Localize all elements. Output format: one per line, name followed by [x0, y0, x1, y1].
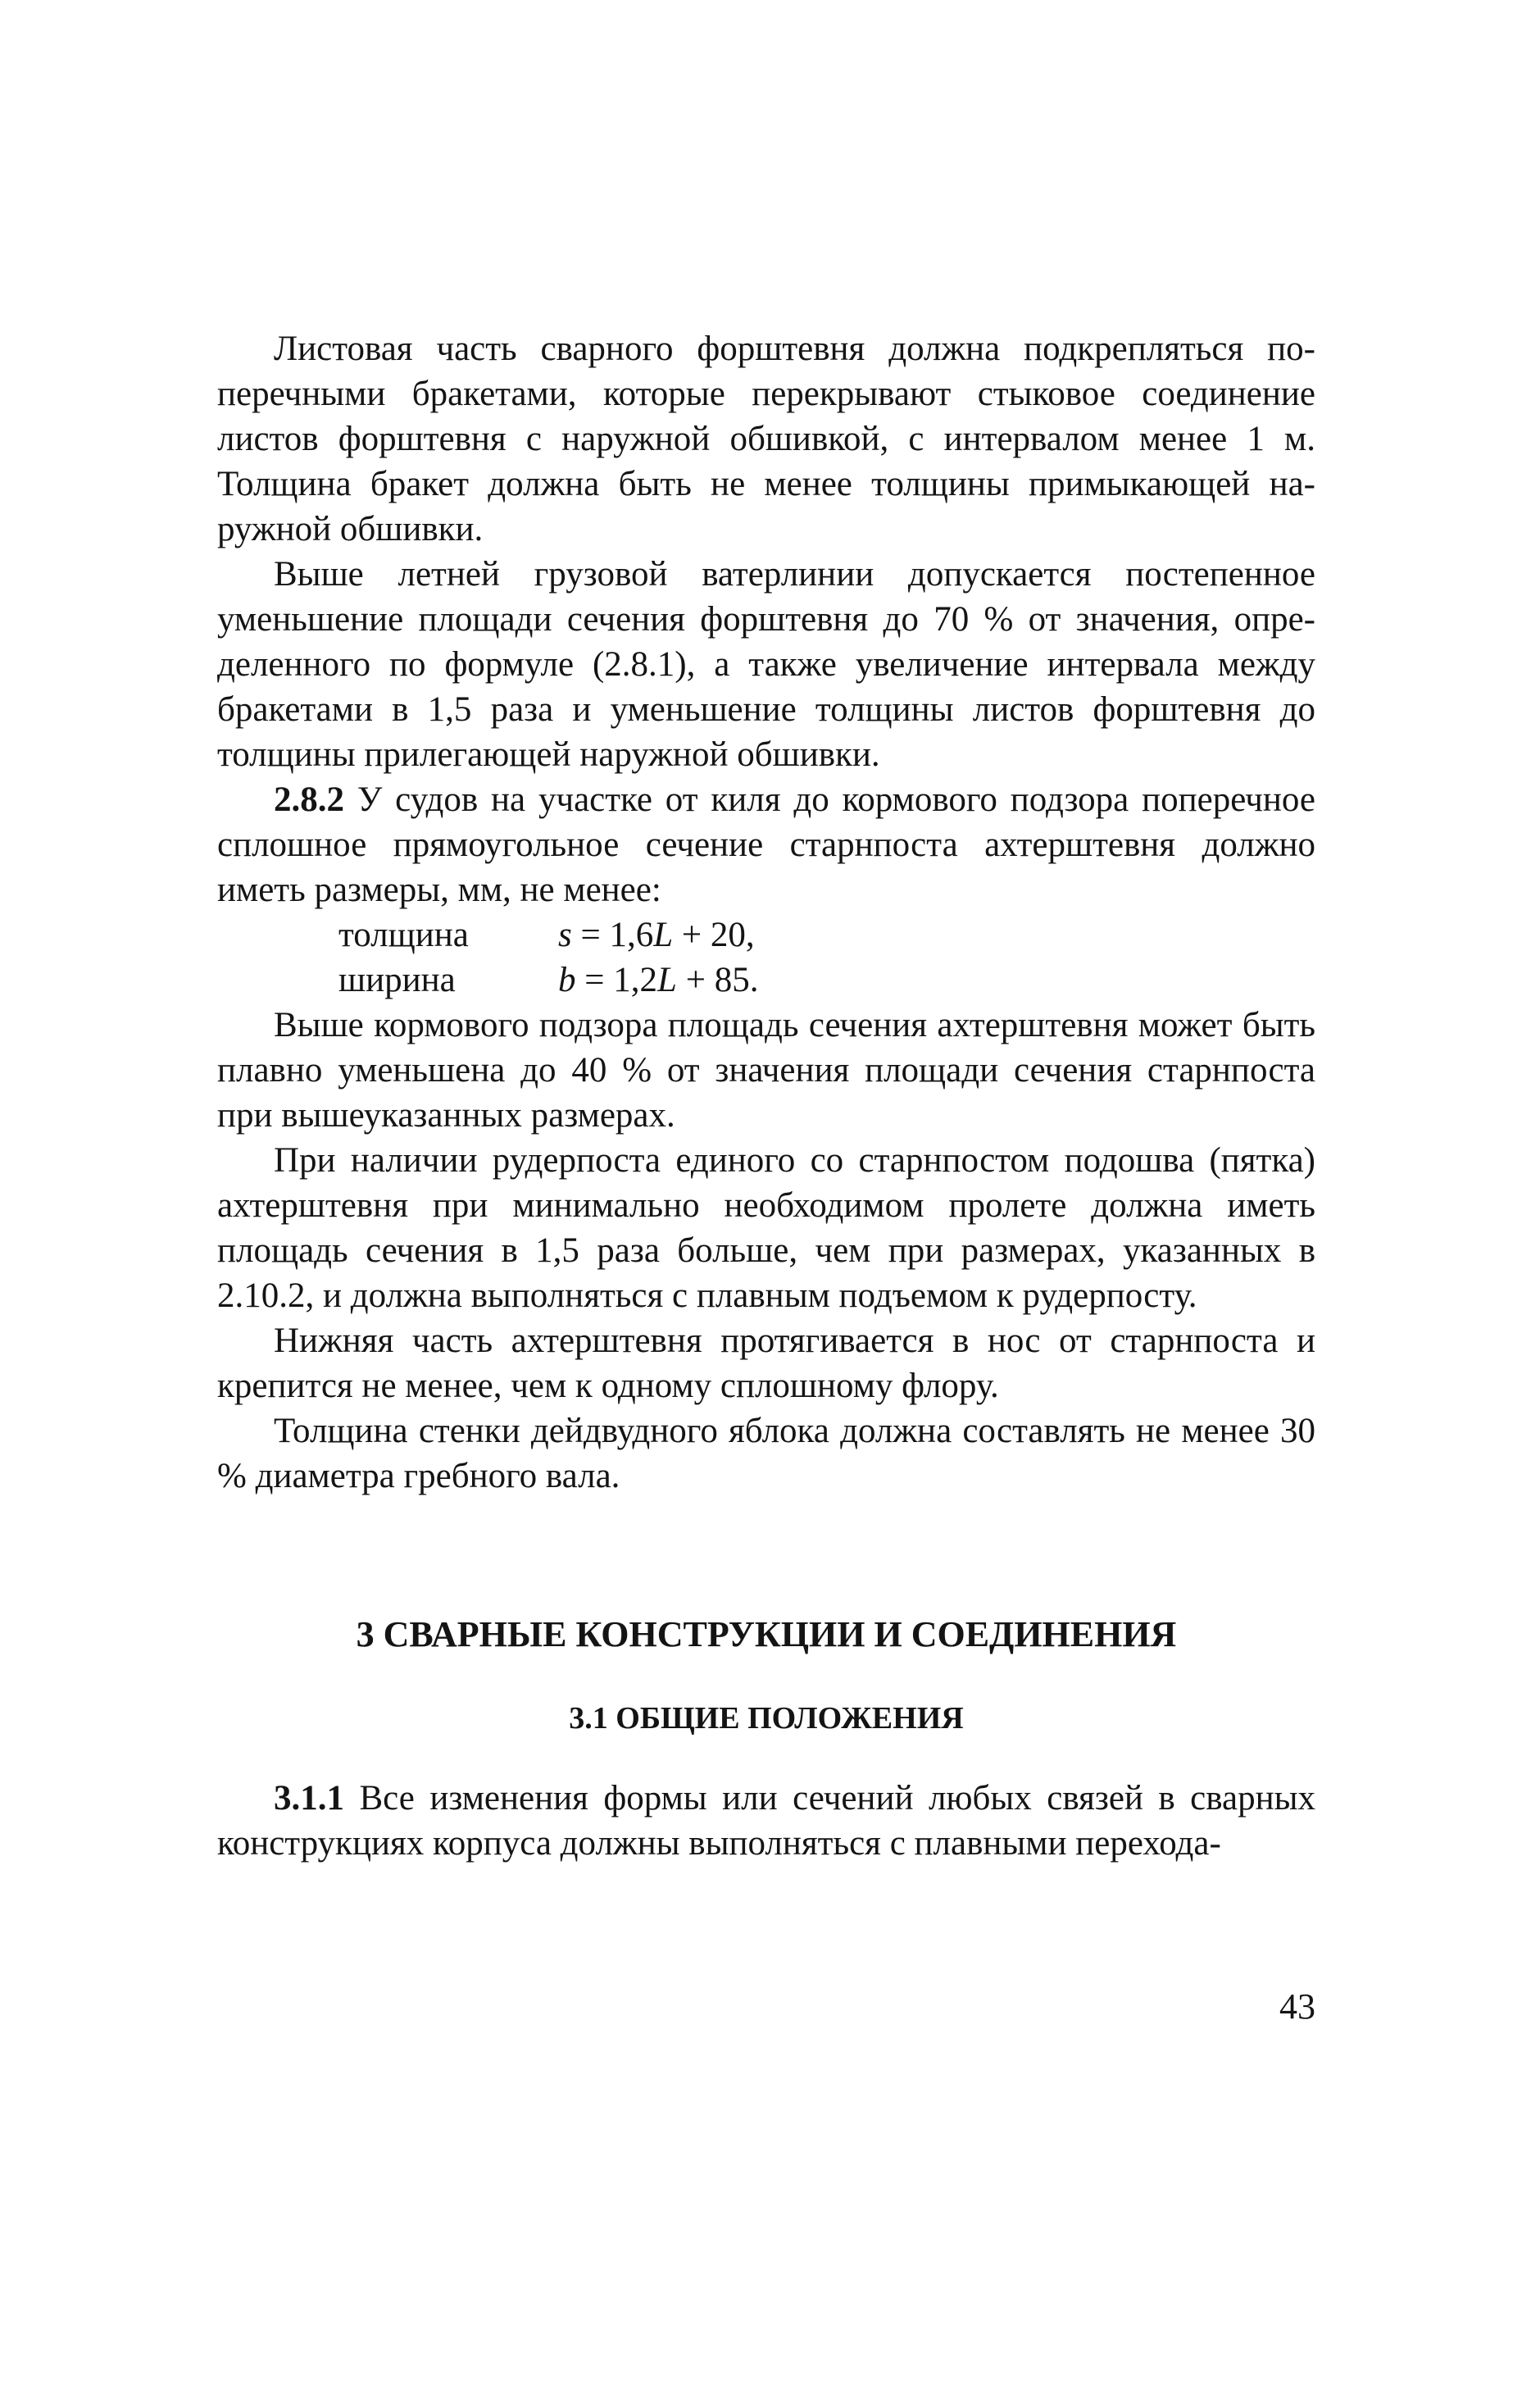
formula-label: толщина — [338, 916, 469, 954]
paragraph-3-1-1 — [217, 1776, 1315, 1866]
formula-width — [217, 958, 1315, 1003]
clause-number-3-1-1: 3.1.1 — [274, 1779, 344, 1818]
paragraph-above-waterline: Выше летней грузовой ватерлинии допускается постепенное уменьшение площади сечения форштевня до 70 % от значения, определенного по формуле (2.8.1), а также увеличение интервала между бракетами в 1,5 раза и уменьшение толщины листов форштевня до толщины прилегающей наружной обшивки. — [217, 555, 1315, 774]
paragraph-rudder-post: При наличии рудерпоста единого со старнпостом подошва (пятка) ахтерштевня при минимально необходимом пролете должна иметь площадь сечения в 1,5 раза больше, чем при размерах, указанных в 2.10.2, и должна выполняться с плавным подъемом к рудерпосту. — [217, 1141, 1315, 1315]
formula-variable: s — [558, 916, 572, 954]
section-heading: 3 СВАРНЫЕ КОНСТРУКЦИИ И СОЕДИНЕНИЯ — [356, 1614, 1177, 1654]
formula-label: ширина — [338, 961, 456, 999]
subsection-heading: 3.1 ОБЩИЕ ПОЛОЖЕНИЯ — [569, 1701, 964, 1736]
formula-variable: b — [558, 961, 576, 999]
paragraph-lower-stern: Нижняя часть ахтерштевня протягивается в нос от старнпоста и крепится не менее, чем к одному сплошному флору. — [217, 1322, 1315, 1405]
clause-number-2-8-2: 2.8.2 — [274, 780, 344, 819]
paragraph-forshteven-brackets: Листовая часть сварного форштевня должна подкрепляться поперечными бракетами, которые перекрывают стыковое соединение листов форштевня с наружной обшивкой, с интервалом менее 1 м. Толщина бракет должна быть не менее толщины примыкающей наружной обшивки. — [217, 330, 1315, 548]
clause-text-2-8-2: У судов на участке от киля до кормового подзора поперечное сплошное прямоугольное сечение старнпоста ахтерштевня должно иметь размеры, мм, не менее: — [217, 780, 1315, 909]
paragraph-boss-thickness: Толщина стенки дейдвудного яблока должна составлять не менее 30 % диаметра гребного вала. — [217, 1412, 1315, 1495]
clause-text-3-1-1: Все изменения формы или сечений любых связей в сварных конструкциях корпуса должны выполняться с плавными перехода- — [217, 1779, 1315, 1863]
page-number: 43 — [1279, 1986, 1315, 2027]
paragraph-above-stern-overhang: Выше кормового подзора площадь сечения ахтерштевня может быть плавно уменьшена до 40 % от значения площади сечения старнпоста при вышеуказанных размерах. — [217, 1006, 1315, 1135]
formula-thickness — [217, 912, 1315, 958]
formula-expression: s = 1,6L + 20, — [558, 916, 755, 954]
formula-expression: b = 1,2L + 85. — [558, 961, 759, 999]
document-page — [217, 326, 1315, 1866]
paragraph-2-8-2 — [217, 777, 1315, 912]
